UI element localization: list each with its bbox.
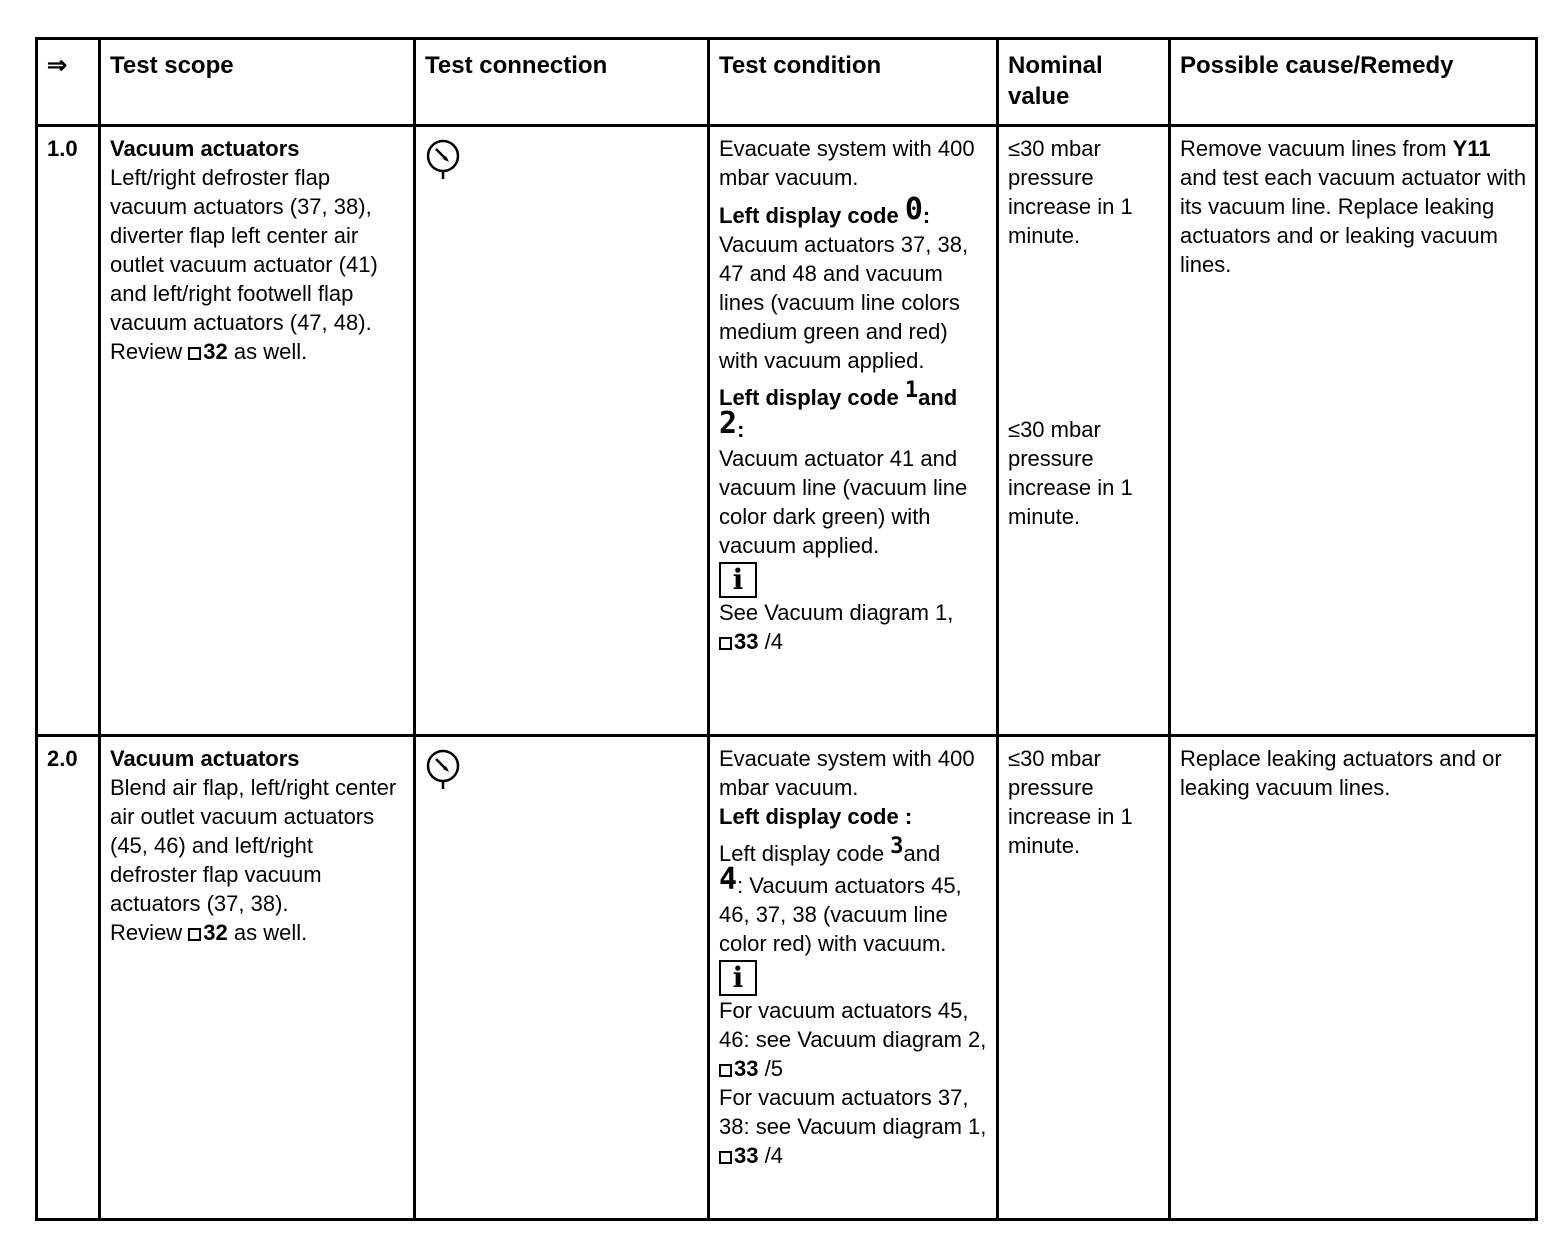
review-suffix: as well. — [227, 920, 308, 945]
test-condition-cell — [709, 736, 998, 1220]
nominal-value-cell — [998, 736, 1170, 1220]
scope-text: Blend air flap, left/right center air outlet vacuum actuators (45, 46) and left/right defroster flap vacuum actuators (37, 38). — [110, 775, 397, 916]
code-a-heading — [719, 192, 988, 230]
header-test-scope: Test scope — [100, 39, 415, 126]
display-digit-3: 3 — [890, 834, 904, 859]
table-row — [37, 126, 1537, 736]
review-line — [110, 337, 405, 366]
review-ref: 32 — [203, 339, 228, 364]
review-ref: 32 — [203, 920, 228, 945]
display-digit-4: 4 — [719, 862, 738, 897]
table-row — [37, 736, 1537, 1220]
code-a-colon: : — [922, 203, 931, 228]
nominal-value-1: ≤30 mbar pressure increase in 1 minute. — [1008, 136, 1133, 248]
code-a-text: Vacuum actuators 37, 38, 47 and 48 and vacuum lines (vacuum line colors medium green and red) with vacuum applied. — [719, 232, 969, 373]
cause-post: and test each vacuum actuator with its vacuum line. Replace leaking actuators and or leaking vacuum lines. — [1180, 165, 1527, 277]
for-b-text: For vacuum actuators 37, 38: see Vacuum diagram 1, — [719, 1085, 987, 1139]
header-test-connection: Test connection — [415, 39, 709, 126]
review-prefix: Review — [110, 339, 189, 364]
display-digit-2: 2 — [719, 406, 738, 441]
for-b-ref: 33 — [734, 1143, 759, 1168]
test-scope-cell — [100, 126, 415, 736]
test-table — [35, 37, 1538, 1221]
row-number: 1.0 — [37, 126, 100, 736]
row-number: 2.0 — [37, 736, 100, 1220]
header-row — [37, 39, 1537, 126]
cause-component: Y11 — [1452, 136, 1491, 161]
header-test-condition: Test condition — [709, 39, 998, 126]
info-icon: i — [719, 960, 757, 996]
review-line — [110, 918, 405, 947]
for-a-text: For vacuum actuators 45, 46: see Vacuum diagram 2, — [719, 998, 987, 1052]
test-condition-cell — [709, 126, 998, 736]
header-nominal-value: Nominal value — [998, 39, 1170, 126]
reference-box-icon — [188, 928, 201, 941]
code-a-label: Left display code — [719, 203, 905, 228]
nominal-value-1: ≤30 mbar pressure increase in 1 minute. — [1008, 746, 1133, 858]
test-scope-cell — [100, 736, 415, 1220]
nominal-value-cell — [998, 126, 1170, 736]
code-c-heading — [719, 834, 988, 958]
see-suffix: /4 — [758, 629, 783, 654]
see-line — [719, 598, 988, 656]
cause-text: Replace leaking actuators and or leaking vacuum lines. — [1180, 746, 1502, 800]
code-b-colon: : — [737, 417, 745, 442]
scope-title: Vacuum actuators — [110, 746, 300, 771]
test-connection-cell — [415, 736, 709, 1220]
for-a-suffix: /5 — [758, 1056, 783, 1081]
header-arrow: ⇒ — [37, 39, 100, 126]
display-digit-0: 0 — [904, 192, 923, 227]
condition-evacuate: Evacuate system with 400 mbar vacuum. — [719, 136, 975, 190]
for-b-line — [719, 1083, 988, 1170]
possible-cause-cell — [1170, 736, 1537, 1220]
condition-evacuate: Evacuate system with 400 mbar vacuum. — [719, 746, 975, 800]
nominal-value-2: ≤30 mbar pressure increase in 1 minute. — [1008, 417, 1133, 529]
code-c-text: : Vacuum actuators 45, 46, 37, 38 (vacuum line color red) with vacuum. — [719, 873, 962, 956]
vacuum-gauge-icon — [425, 138, 465, 186]
see-ref: 33 — [734, 629, 759, 654]
test-connection-cell — [415, 126, 709, 736]
vacuum-gauge-icon — [425, 748, 465, 796]
reference-box-icon — [719, 1151, 732, 1164]
code-c-label: Left display code — [719, 841, 891, 866]
display-digit-1: 1 — [904, 378, 919, 403]
review-suffix: as well. — [227, 339, 308, 364]
header-possible-cause: Possible cause/Remedy — [1170, 39, 1537, 126]
reference-box-icon — [719, 637, 732, 650]
cause-pre: Remove vacuum lines from — [1180, 136, 1453, 161]
for-a-line — [719, 996, 988, 1083]
see-text: See Vacuum diagram 1, — [719, 600, 954, 625]
code-b-text: Vacuum actuator 41 and vacuum line (vacuum line color dark green) with vacuum applied. — [719, 446, 968, 558]
for-a-ref: 33 — [734, 1056, 759, 1081]
code-b-heading — [719, 378, 988, 444]
scope-title: Vacuum actuators — [110, 136, 300, 161]
code-b-and: and — [918, 385, 958, 410]
for-b-suffix: /4 — [758, 1143, 783, 1168]
review-prefix: Review — [110, 920, 189, 945]
code-label-bold: Left display code : — [719, 804, 913, 829]
info-icon: i — [719, 562, 757, 598]
reference-box-icon — [188, 347, 201, 360]
code-b-label: Left display code — [719, 385, 905, 410]
code-c-and: and — [903, 841, 941, 866]
possible-cause-cell — [1170, 126, 1537, 736]
reference-box-icon — [719, 1064, 732, 1077]
scope-text: Left/right defroster flap vacuum actuators (37, 38), diverter flap left center air outlet vacuum actuator (41) and left/right footwell flap vacuum actuators (47, 48). — [110, 165, 378, 335]
